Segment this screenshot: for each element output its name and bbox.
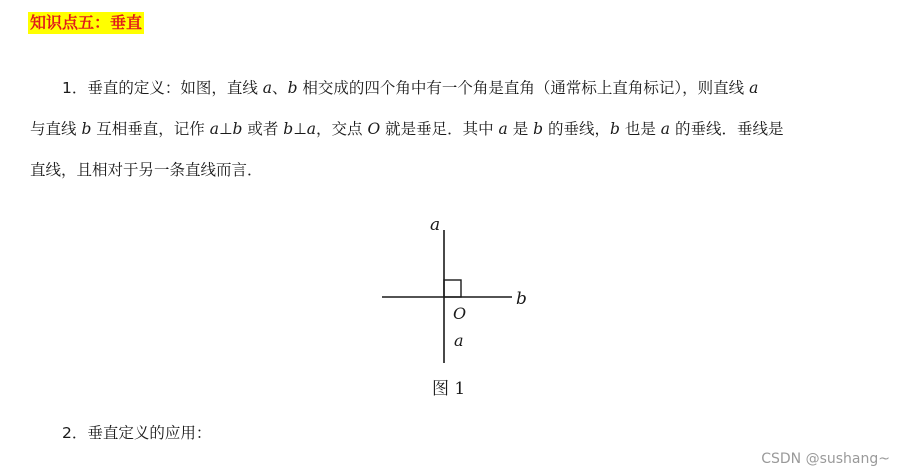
text-segment: ，交点 [316, 120, 368, 138]
text-segment: 或者 [242, 120, 284, 138]
label-b: b [516, 289, 527, 309]
definition-line-3: 直线，且相对于另一条直线而言． [30, 161, 263, 179]
variable-a: a [660, 120, 671, 138]
definition-line-1 [30, 68, 892, 109]
variable-b: b [610, 120, 620, 138]
text-segment: 、 [272, 79, 288, 97]
text-segment: 就是垂足．其中 [380, 120, 499, 138]
variable-b: b [283, 120, 294, 138]
figure-caption: 图 1 [432, 379, 466, 399]
variable-o: O [367, 120, 381, 138]
definition-paragraph [30, 68, 892, 191]
text-segment: 1．垂直的定义：如图，直线 [62, 79, 263, 97]
text-segment: 与直线 [30, 120, 82, 138]
variable-a: a [306, 120, 316, 138]
label-a-bottom: a [454, 331, 464, 350]
text-segment: 是 [507, 120, 534, 138]
variable-b: b [287, 79, 298, 97]
variable-a: a [498, 120, 508, 138]
variable-b: b [81, 120, 92, 138]
perpendicular-symbol: ⊥ [218, 120, 233, 138]
perpendicular-symbol: ⊥ [293, 120, 307, 138]
label-a-top: a [430, 215, 441, 235]
variable-a: a [209, 120, 219, 138]
definition-line-2 [30, 109, 892, 150]
label-o: O [453, 304, 467, 323]
text-segment: 的垂线．垂线是 [670, 120, 784, 138]
item-2-heading: 2．垂直定义的应用： [62, 424, 212, 442]
csdn-watermark: CSDN @sushang~ [761, 451, 890, 467]
variable-a: a [749, 79, 759, 97]
text-segment: 相交成的四个角中有一个角是直角（通常标上直角标记），则直线 [297, 79, 750, 97]
variable-b: b [533, 120, 544, 138]
right-angle-marker [444, 280, 461, 297]
text-segment: 互相垂直，记作 [91, 120, 210, 138]
text-segment: 的垂线， [543, 120, 610, 138]
variable-a: a [262, 79, 273, 97]
variable-b: b [232, 120, 243, 138]
text-segment: 也是 [619, 120, 661, 138]
section-heading: 知识点五：垂直 [30, 13, 143, 32]
